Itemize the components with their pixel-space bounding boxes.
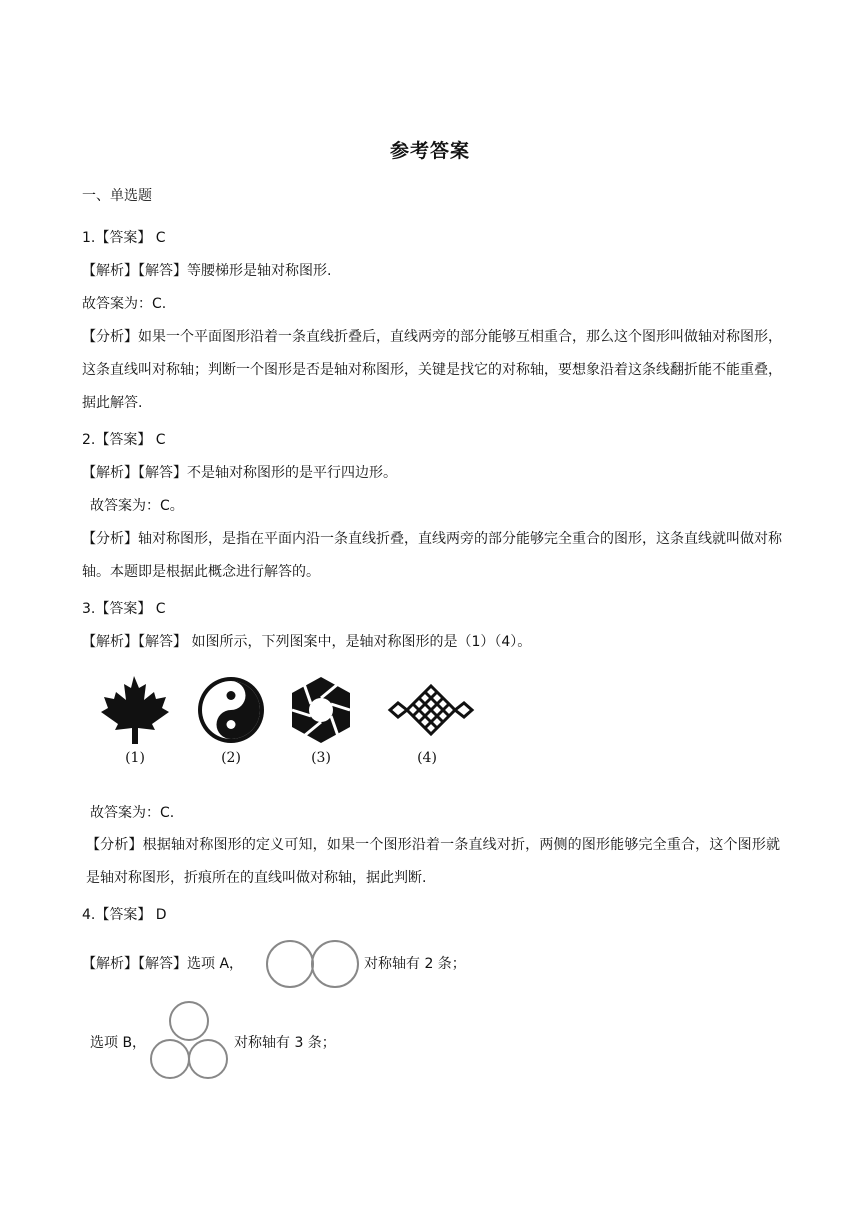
q3-analysis: 【解析】【解答】 如图所示，下列图案中，是轴对称图形的是（1）（4）。	[82, 634, 532, 650]
q3-conclusion: 故答案为：C.	[90, 805, 175, 821]
q3-answer: 3.【答案】 C	[82, 601, 166, 617]
yin-yang-icon	[190, 672, 272, 748]
q4-option-b-suffix: 对称轴有 3 条；	[234, 1035, 336, 1051]
aperture-hexagon-icon	[280, 672, 362, 748]
two-circles-icon	[264, 937, 362, 991]
q1-note: 【分析】如果一个平面图形沿着一条直线折叠后，直线两旁的部分能够互相重合，那么这个图形叫做轴对称图形，这条直线叫对称轴；判断一个图形是否是轴对称图形，关键是找它的对称轴，要想象沿着这条线翻折能不能重叠，据此解答.	[82, 329, 782, 411]
figure-2	[190, 672, 272, 776]
q4-option-a-prefix: 【解析】【解答】选项 A，	[82, 956, 244, 972]
q3-figure-row	[94, 672, 494, 776]
figure-3-label: (3)	[311, 750, 331, 766]
figure-3	[280, 672, 362, 776]
figure-1-label: (1)	[125, 750, 145, 766]
three-circles-icon	[144, 999, 234, 1083]
figure-1	[94, 672, 176, 776]
maple-leaf-icon	[94, 672, 176, 748]
q4-option-a-suffix: 对称轴有 2 条；	[364, 956, 466, 972]
q3-note: 【分析】根据轴对称图形的定义可知，如果一个图形沿着一条直线对折，两侧的图形能够完全重合，这个图形就是轴对称图形，折痕所在的直线叫做对称轴，据此判断.	[86, 837, 780, 886]
section-heading: 一、单选题	[82, 188, 152, 204]
figure-2-label: (2)	[221, 750, 241, 766]
page-title: 参考答案	[389, 140, 470, 162]
q2-answer: 2.【答案】 C	[82, 432, 166, 448]
q2-conclusion: 故答案为：C。	[90, 498, 184, 514]
endless-knot-icon	[386, 672, 476, 748]
q4-option-b-prefix: 选项 B，	[90, 1035, 147, 1051]
q1-answer: 1.【答案】 C	[82, 230, 166, 246]
q2-analysis: 【解析】【解答】不是轴对称图形的是平行四边形。	[82, 465, 397, 481]
q1-conclusion: 故答案为：C.	[82, 296, 167, 312]
q4-answer: 4.【答案】 D	[82, 907, 167, 923]
q2-note: 【分析】轴对称图形，是指在平面内沿一条直线折叠，直线两旁的部分能够完全重合的图形，这条直线就叫做对称轴。本题即是根据此概念进行解答的。	[82, 531, 782, 580]
q1-analysis: 【解析】【解答】等腰梯形是轴对称图形.	[82, 263, 332, 279]
figure-4	[386, 672, 468, 776]
figure-4-label: (4)	[417, 750, 437, 766]
